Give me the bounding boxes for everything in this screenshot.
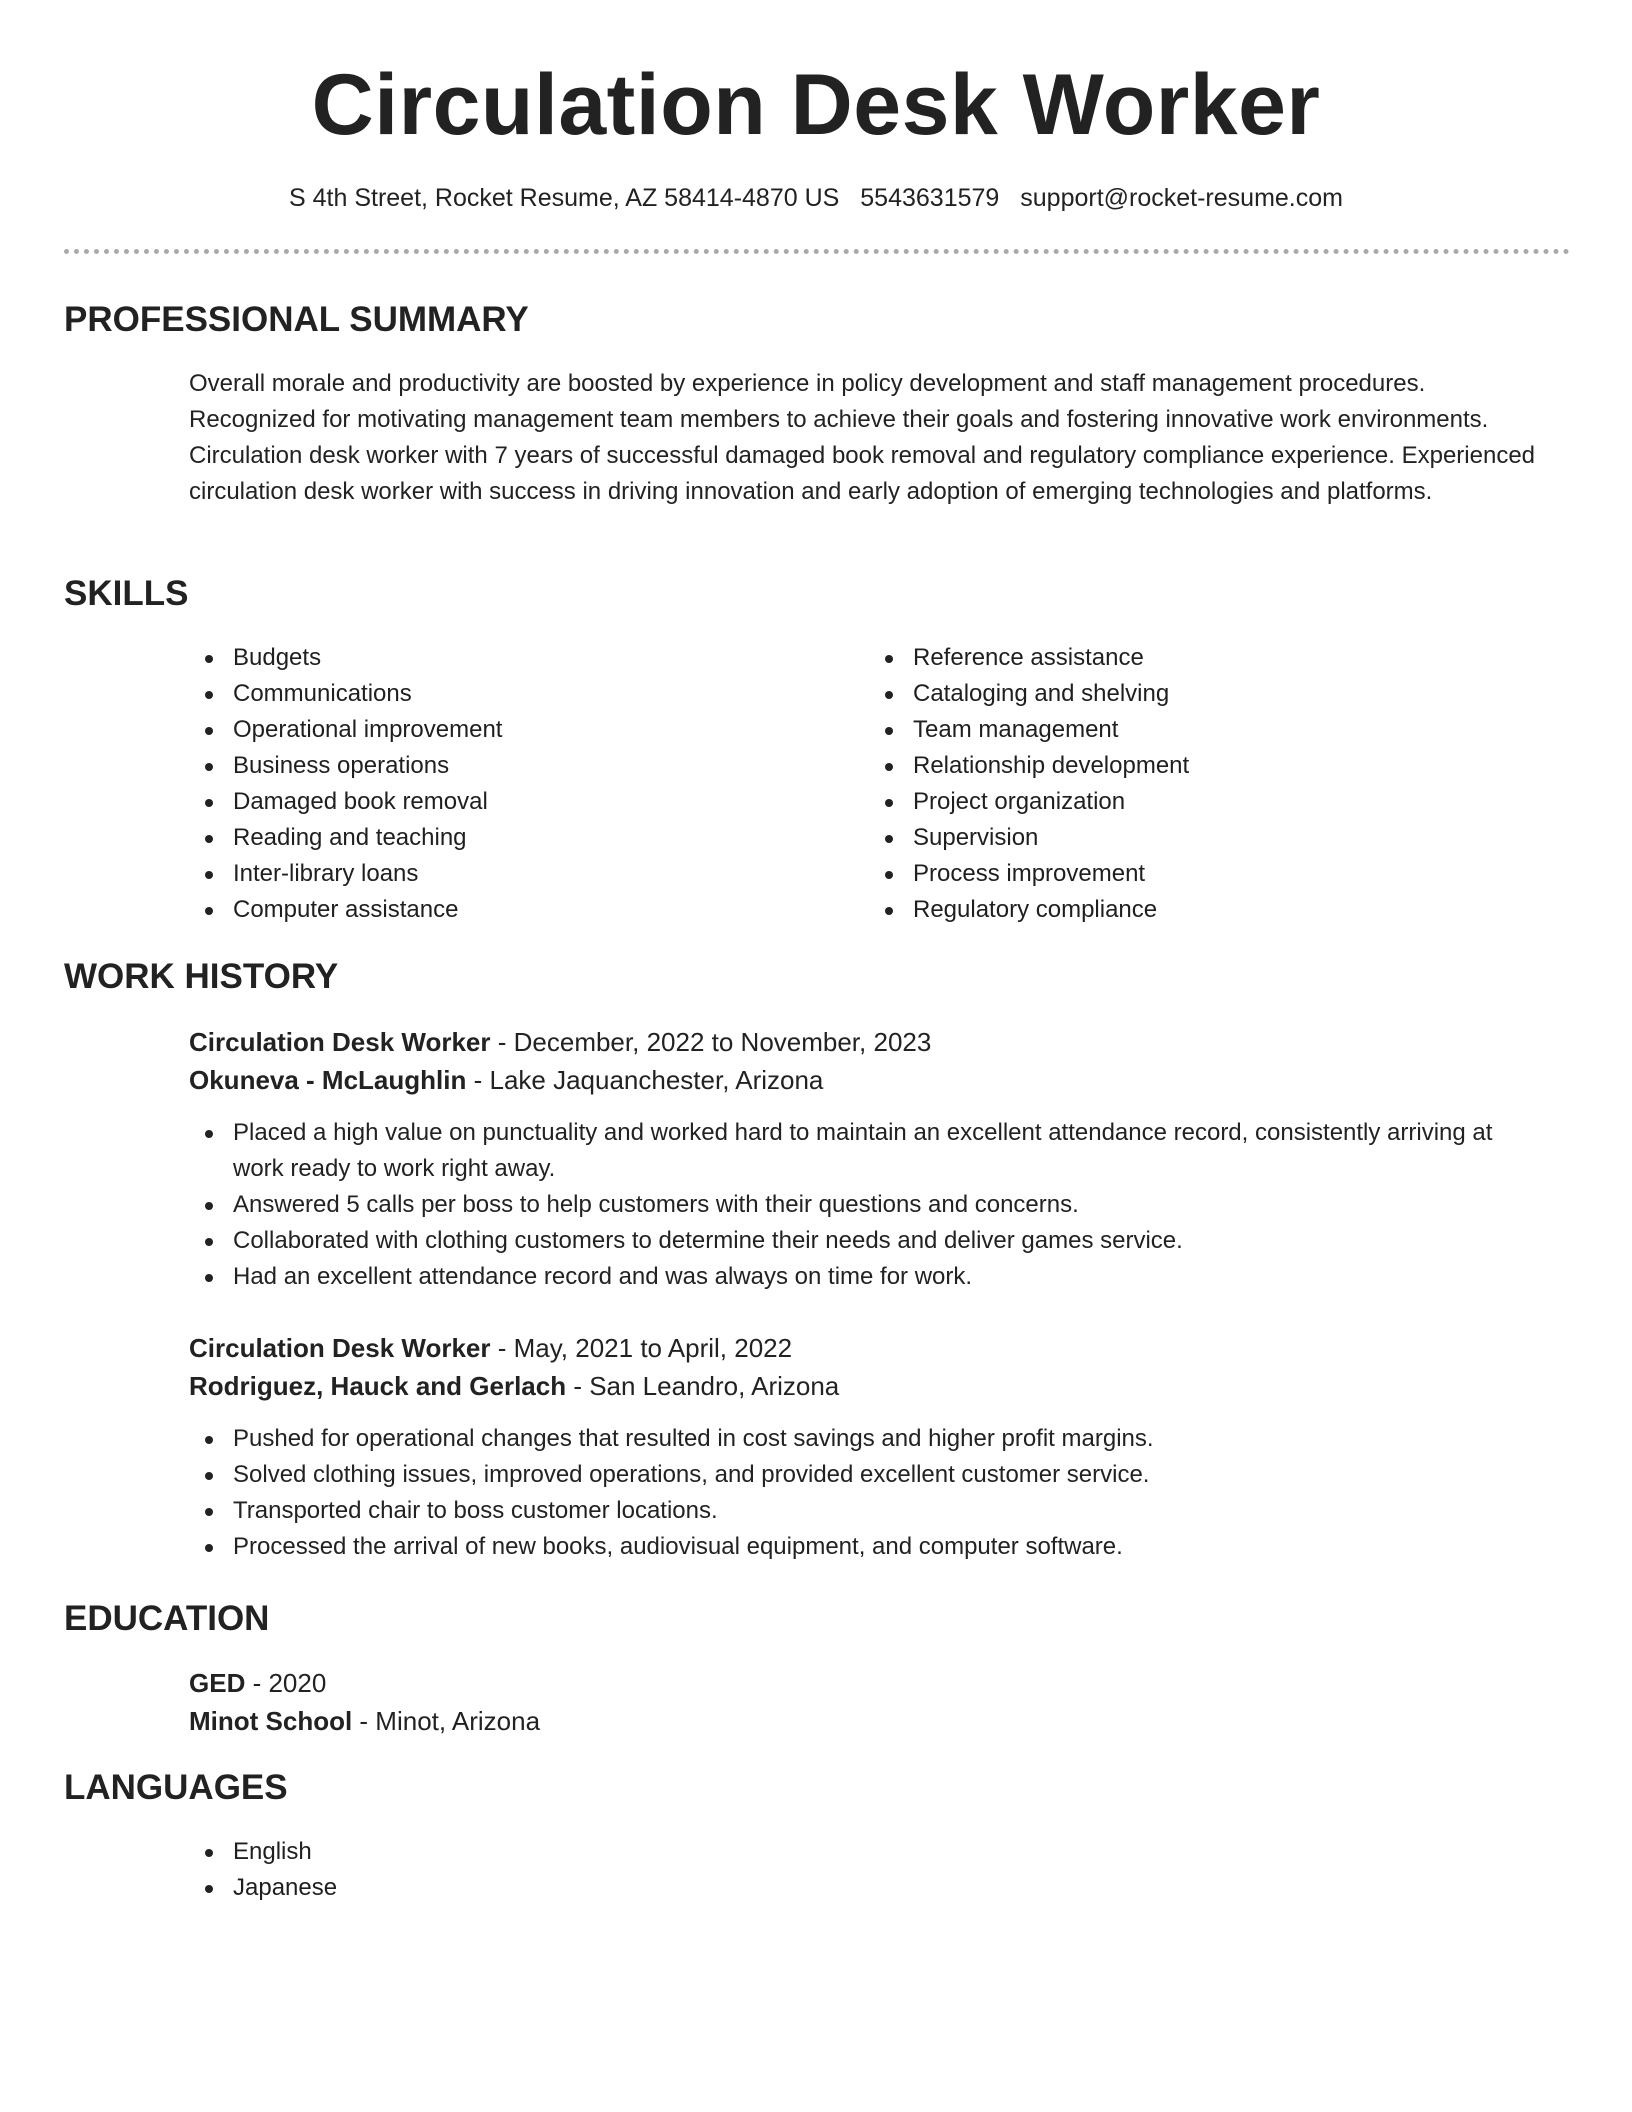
- job-bullet: Processed the arrival of new books, audiovisual equipment, and computer software.: [189, 1529, 1549, 1565]
- skill-item: Cataloging and shelving: [869, 676, 1549, 712]
- job-title: Circulation Desk Worker: [189, 1333, 491, 1363]
- contact-phone: 5543631579: [860, 184, 1000, 212]
- job-bullet: Transported chair to boss customer locations.: [189, 1493, 1549, 1529]
- job-bullet: Collaborated with clothing customers to determine their needs and deliver games service.: [189, 1223, 1549, 1259]
- skill-item: Regulatory compliance: [869, 892, 1549, 928]
- education-entry: [189, 1664, 1549, 1740]
- contact-email: support@rocket-resume.com: [1020, 184, 1343, 212]
- education-heading: EDUCATION: [64, 1599, 270, 1638]
- skill-item: Relationship development: [869, 748, 1549, 784]
- skills-heading: SKILLS: [64, 574, 189, 613]
- job-title-line: [189, 1329, 1549, 1367]
- education-degree: GED: [189, 1668, 246, 1698]
- languages-list: [189, 1834, 789, 1906]
- education-school-line: [189, 1702, 1549, 1740]
- job-bullets: [189, 1115, 1549, 1295]
- job-entry: [189, 1023, 1549, 1295]
- skills-list-right: [869, 640, 1549, 928]
- skill-item: Business operations: [189, 748, 829, 784]
- skill-item: Reading and teaching: [189, 820, 829, 856]
- job-title-line: [189, 1023, 1549, 1061]
- skills-list-left: [189, 640, 829, 928]
- header-divider: [64, 249, 1570, 254]
- job-dates: - December, 2022 to November, 2023: [490, 1027, 932, 1057]
- job-location: - San Leandro, Arizona: [566, 1371, 840, 1401]
- job-bullet: Answered 5 calls per boss to help customers with their questions and concerns.: [189, 1187, 1549, 1223]
- job-entry: [189, 1329, 1549, 1565]
- job-bullet: Placed a high value on punctuality and worked hard to maintain an excellent attendance record, consistently arriving at work ready to work right away.: [189, 1115, 1549, 1187]
- education-school: Minot School: [189, 1706, 353, 1736]
- skill-item: Damaged book removal: [189, 784, 829, 820]
- skill-item: Team management: [869, 712, 1549, 748]
- job-bullet: Pushed for operational changes that resulted in cost savings and higher profit margins.: [189, 1421, 1549, 1457]
- language-item: Japanese: [189, 1870, 789, 1906]
- job-company-line: [189, 1367, 1549, 1405]
- job-title: Circulation Desk Worker: [189, 1027, 491, 1057]
- job-dates: - May, 2021 to April, 2022: [490, 1333, 793, 1363]
- skill-item: Budgets: [189, 640, 829, 676]
- skill-item: Computer assistance: [189, 892, 829, 928]
- resume-name: Circulation Desk Worker: [311, 57, 1321, 153]
- language-item: English: [189, 1834, 789, 1870]
- contact-line: [0, 180, 1632, 216]
- skill-item: Operational improvement: [189, 712, 829, 748]
- languages-heading: LANGUAGES: [64, 1768, 288, 1807]
- job-bullets: [189, 1421, 1549, 1565]
- contact-address: S 4th Street, Rocket Resume, AZ 58414-4870 US: [289, 184, 840, 212]
- education-year: - 2020: [245, 1668, 327, 1698]
- skill-item: Supervision: [869, 820, 1549, 856]
- skill-item: Inter-library loans: [189, 856, 829, 892]
- education-degree-line: [189, 1664, 1549, 1702]
- skill-item: Process improvement: [869, 856, 1549, 892]
- job-company: Rodriguez, Hauck and Gerlach: [189, 1371, 567, 1401]
- summary-heading: PROFESSIONAL SUMMARY: [64, 300, 529, 339]
- job-company: Okuneva - McLaughlin: [189, 1065, 467, 1095]
- skill-item: Communications: [189, 676, 829, 712]
- education-location: - Minot, Arizona: [352, 1706, 541, 1736]
- job-bullet: Solved clothing issues, improved operations, and provided excellent customer service.: [189, 1457, 1549, 1493]
- job-company-line: [189, 1061, 1549, 1099]
- skill-item: Project organization: [869, 784, 1549, 820]
- job-location: - Lake Jaquanchester, Arizona: [466, 1065, 824, 1095]
- skill-item: Reference assistance: [869, 640, 1549, 676]
- job-bullet: Had an excellent attendance record and was always on time for work.: [189, 1259, 1549, 1295]
- summary-text: Overall morale and productivity are boosted by experience in policy development and staff management procedures. Recognized for motivating management team members to achieve their goals and fostering innovative work environments. Circulation desk worker with 7 years of successful damaged book removal and regulatory compliance experience. Experienced circulation desk worker with success in driving innovation and early adoption of emerging technologies and platforms.: [189, 370, 1536, 505]
- work-heading: WORK HISTORY: [64, 957, 339, 996]
